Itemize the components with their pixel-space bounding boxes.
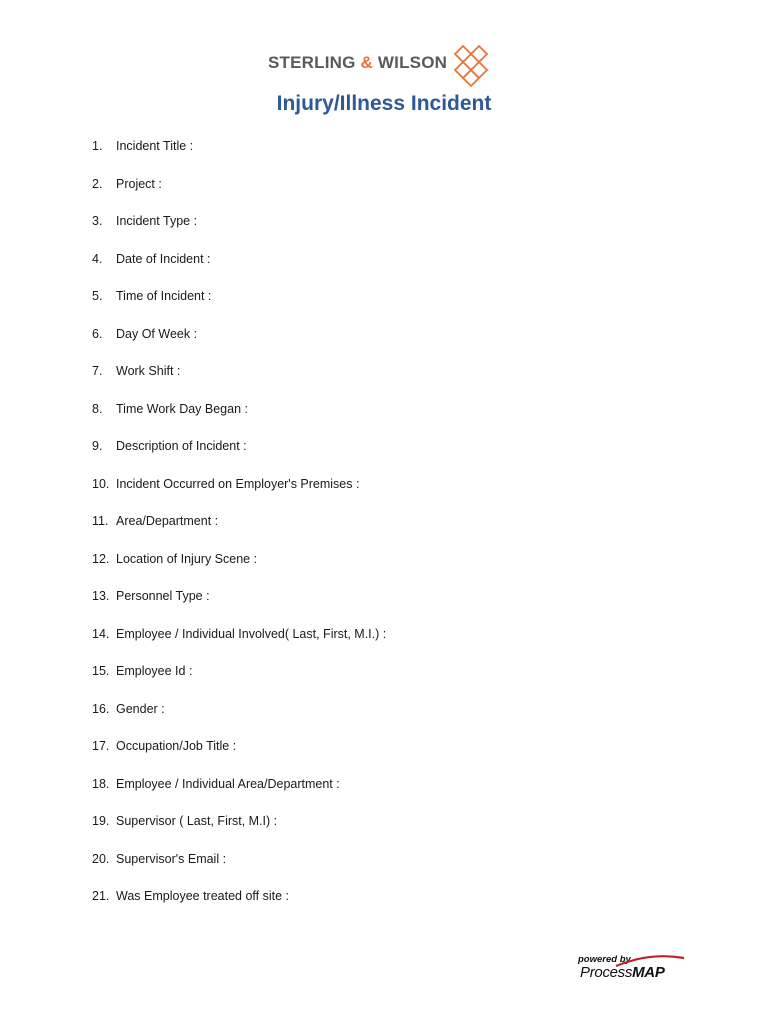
- field-label: Occupation/Job Title :: [116, 739, 237, 753]
- field-label: Date of Incident :: [116, 251, 211, 266]
- field-label: Personnel Type :: [116, 589, 210, 603]
- field-label: Incident Title :: [116, 139, 194, 153]
- field-label: Employee / Individual Involved( Last, First, M.I.) :: [116, 626, 387, 641]
- processmap-map-text: MAP: [632, 964, 665, 981]
- field-label: Project :: [116, 176, 162, 191]
- field-row: [92, 250, 386, 288]
- field-number: 15.: [92, 664, 110, 678]
- field-number: 17.: [92, 739, 110, 753]
- sterling-wilson-mark-icon: [449, 42, 493, 94]
- company-logo: [268, 42, 493, 94]
- field-label: Day Of Week :: [116, 326, 198, 341]
- field-number: 16.: [92, 701, 110, 716]
- field-row: [92, 287, 386, 325]
- field-label: Time Work Day Began :: [116, 401, 248, 416]
- field-row: [92, 362, 386, 400]
- powered-by-label: powered by: [578, 954, 631, 965]
- field-label: Incident Occurred on Employer's Premises :: [116, 476, 360, 491]
- field-label: Incident Type :: [116, 214, 198, 228]
- field-number: 14.: [92, 626, 110, 641]
- field-row: [92, 625, 386, 663]
- field-number: 19.: [92, 814, 110, 828]
- field-row: [92, 512, 386, 550]
- field-number: 7.: [92, 364, 103, 378]
- field-row: [92, 587, 386, 625]
- field-label: Work Shift :: [116, 364, 181, 378]
- field-row: [92, 812, 386, 850]
- field-label: Description of Incident :: [116, 439, 247, 453]
- field-number: 5.: [92, 289, 103, 303]
- field-number: 21.: [92, 889, 110, 903]
- field-number: 20.: [92, 851, 110, 866]
- logo-wordmark: [268, 53, 447, 73]
- field-label: Employee Id :: [116, 664, 193, 678]
- field-label: Location of Injury Scene :: [116, 551, 258, 566]
- field-label: Gender :: [116, 701, 165, 716]
- field-number: 10.: [92, 476, 110, 491]
- logo-brand-right: WILSON: [377, 53, 448, 72]
- field-number: 12.: [92, 551, 110, 566]
- field-row: [92, 137, 386, 175]
- field-row: [92, 325, 386, 363]
- logo-brand-left: STERLING: [268, 53, 356, 72]
- field-row: [92, 437, 386, 475]
- field-row: [92, 737, 386, 775]
- field-row: [92, 400, 386, 438]
- field-row: [92, 550, 386, 588]
- field-number: 1.: [92, 139, 103, 153]
- field-label: Time of Incident :: [116, 289, 212, 303]
- processmap-process-text: Process: [580, 964, 633, 981]
- field-row: [92, 475, 386, 513]
- field-row: [92, 212, 386, 250]
- field-number: 6.: [92, 326, 103, 341]
- field-row: [92, 775, 386, 813]
- field-label: Area/Department :: [116, 514, 219, 528]
- field-row: [92, 175, 386, 213]
- field-label: Was Employee treated off site :: [116, 889, 289, 903]
- field-label: Employee / Individual Area/Department :: [116, 776, 340, 791]
- logo-ampersand: &: [360, 53, 373, 72]
- field-row: [92, 887, 386, 925]
- field-label: Supervisor's Email :: [116, 851, 227, 866]
- document-title: Injury/Illness Incident: [276, 92, 492, 115]
- processmap-logo: [578, 954, 688, 986]
- field-number: 18.: [92, 776, 110, 791]
- field-row: [92, 662, 386, 700]
- field-number: 13.: [92, 589, 110, 603]
- field-number: 9.: [92, 439, 103, 453]
- field-row: [92, 850, 386, 888]
- field-number: 3.: [92, 214, 103, 228]
- field-label: Supervisor ( Last, First, M.I) :: [116, 814, 278, 828]
- field-number: 4.: [92, 251, 103, 266]
- processmap-wordmark: [580, 964, 665, 982]
- field-row: [92, 700, 386, 738]
- incident-field-list: [92, 137, 386, 925]
- field-number: 2.: [92, 176, 103, 191]
- field-number: 8.: [92, 401, 103, 416]
- field-number: 11.: [92, 514, 109, 528]
